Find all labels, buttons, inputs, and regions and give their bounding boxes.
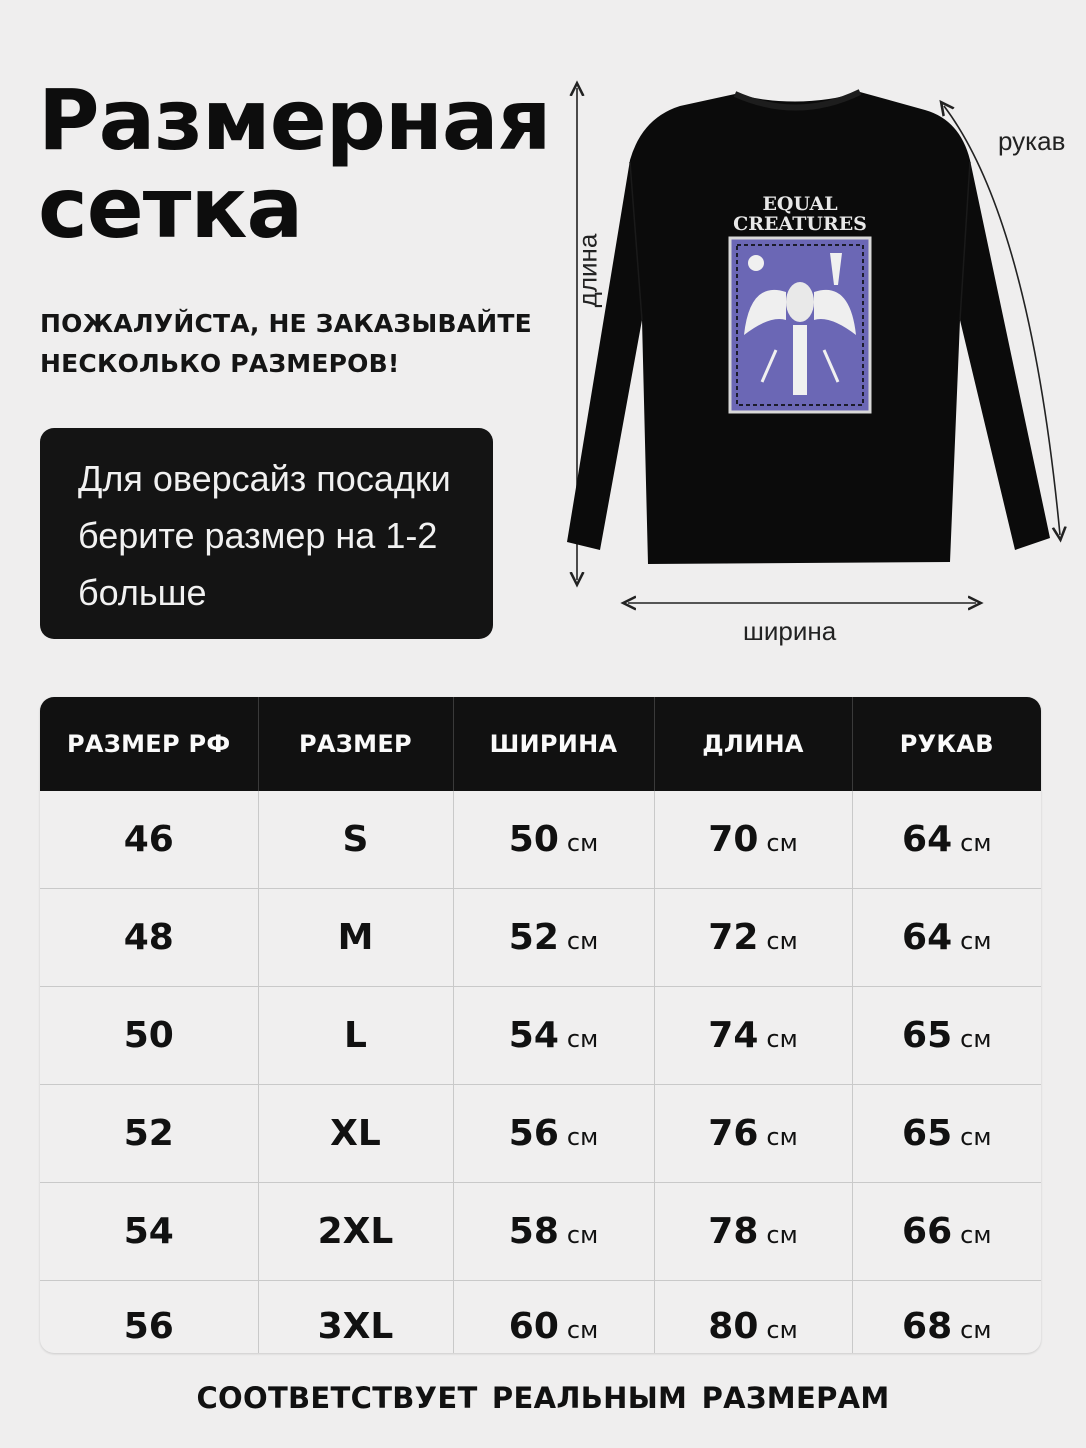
ru-size-cell xyxy=(40,1085,258,1183)
width-cell xyxy=(453,1085,654,1183)
width-cell xyxy=(453,987,654,1085)
table-header-row xyxy=(40,697,1041,791)
width-cell-value: 52 xyxy=(508,917,559,958)
width-cell-value: 60 xyxy=(508,1305,559,1347)
page-title-line-2: сетка xyxy=(38,159,303,257)
sleeve-cell-value: 64 xyxy=(902,819,953,860)
size-cell xyxy=(258,791,453,889)
footer-note: СООТВЕТСТВУЕТ РЕАЛЬНЫМ РАЗМЕРАМ xyxy=(196,1381,890,1415)
print-title-line-2: CREATURES xyxy=(733,213,867,235)
ru-size-cell-value: 54 xyxy=(123,1211,174,1252)
width-cell-value: 50 xyxy=(508,819,559,860)
header-size: РАЗМЕР xyxy=(258,697,453,791)
length-label: длина xyxy=(572,233,603,308)
ru-size-cell-value: 52 xyxy=(123,1113,174,1154)
unit-label: см xyxy=(566,1315,599,1344)
unit-label: см xyxy=(960,927,992,955)
sleeve-cell-value: 65 xyxy=(902,1113,953,1154)
width-cell-value: 56 xyxy=(508,1113,559,1154)
sleeve-label: рукав xyxy=(998,126,1066,156)
size-cell-value: XL xyxy=(330,1113,381,1154)
table-row xyxy=(40,987,1041,1085)
shirt-print xyxy=(730,193,870,412)
ru-size-cell xyxy=(40,1281,258,1354)
sleeve-cell xyxy=(852,1085,1041,1183)
unit-label: см xyxy=(566,1221,599,1249)
ru-size-cell-value: 46 xyxy=(123,819,174,860)
length-cell-value: 78 xyxy=(708,1211,759,1252)
page-title xyxy=(38,71,551,257)
unit-label: см xyxy=(766,1123,798,1151)
width-cell xyxy=(453,791,654,889)
header-ru-size: РАЗМЕР РФ xyxy=(40,697,258,791)
ru-size-cell xyxy=(40,889,258,987)
sleeve-cell xyxy=(852,1183,1041,1281)
size-cell-value: M xyxy=(337,917,374,958)
unit-label: см xyxy=(960,1123,992,1151)
sleeve-cell xyxy=(852,1281,1041,1354)
width-cell-value: 58 xyxy=(508,1211,559,1252)
length-cell xyxy=(654,889,852,987)
unit-label: см xyxy=(960,829,992,857)
note-line-2: берите размер на 1-2 xyxy=(78,515,438,556)
table-row xyxy=(40,791,1041,889)
length-cell-value: 76 xyxy=(708,1113,759,1154)
unit-label: см xyxy=(960,1221,992,1249)
unit-label: см xyxy=(766,1025,798,1053)
width-cell xyxy=(453,1183,654,1281)
size-cell-value: 2XL xyxy=(317,1211,394,1252)
length-cell-value: 80 xyxy=(708,1305,759,1347)
shirt-diagram xyxy=(530,70,1086,670)
unit-label: см xyxy=(766,1315,798,1344)
length-cell xyxy=(654,791,852,889)
ru-size-cell xyxy=(40,1183,258,1281)
unit-label: см xyxy=(766,927,798,955)
table-row xyxy=(40,1085,1041,1183)
width-cell xyxy=(453,889,654,987)
sleeve-cell xyxy=(852,889,1041,987)
size-cell xyxy=(258,1183,453,1281)
length-cell xyxy=(654,1085,852,1183)
length-cell-value: 72 xyxy=(708,917,759,958)
unit-label: см xyxy=(766,829,798,857)
ru-size-cell-value: 50 xyxy=(123,1015,174,1056)
header-sleeve: РУКАВ xyxy=(852,697,1041,791)
size-cell xyxy=(258,889,453,987)
size-cell-value: S xyxy=(342,819,369,860)
warning-line-1: ПОЖАЛУЙСТА, НЕ ЗАКАЗЫВАЙТЕ xyxy=(40,309,532,338)
oversize-note-text xyxy=(78,450,478,621)
sleeve-cell-value: 64 xyxy=(902,917,953,958)
width-label: ширина xyxy=(743,616,837,646)
shirt-illustration xyxy=(530,70,1086,670)
note-line-3: больше xyxy=(78,572,207,613)
length-cell xyxy=(654,1183,852,1281)
width-cell xyxy=(453,1281,654,1354)
unit-label: см xyxy=(960,1025,992,1053)
length-cell xyxy=(654,987,852,1085)
size-cell xyxy=(258,1281,453,1354)
page-title-line-1: Размерная xyxy=(38,71,551,169)
unit-label: см xyxy=(566,1025,599,1053)
sleeve-cell-value: 68 xyxy=(902,1305,953,1347)
sleeve-cell xyxy=(852,791,1041,889)
ru-size-cell-value: 56 xyxy=(123,1305,174,1347)
ru-size-cell-value: 48 xyxy=(123,917,174,958)
ru-size-cell xyxy=(40,791,258,889)
oversize-note xyxy=(40,428,493,639)
size-cell-value: 3XL xyxy=(317,1305,394,1347)
size-cell xyxy=(258,1085,453,1183)
size-cell xyxy=(258,987,453,1085)
size-table xyxy=(40,697,1041,1353)
sleeve-cell-value: 66 xyxy=(902,1211,953,1252)
table-row xyxy=(40,1183,1041,1281)
unit-label: см xyxy=(566,829,599,857)
length-cell-value: 70 xyxy=(708,819,759,860)
unit-label: см xyxy=(766,1221,798,1249)
size-cell-value: L xyxy=(344,1015,367,1056)
table-row xyxy=(40,1281,1041,1354)
length-cell-value: 74 xyxy=(708,1015,759,1056)
width-cell-value: 54 xyxy=(508,1015,559,1056)
header-length: ДЛИНА xyxy=(654,697,852,791)
ru-size-cell xyxy=(40,987,258,1085)
warning-line-2: НЕСКОЛЬКО РАЗМЕРОВ! xyxy=(40,349,400,378)
table-row xyxy=(40,889,1041,987)
note-line-1: Для оверсайз посадки xyxy=(78,458,451,499)
sleeve-cell-value: 65 xyxy=(902,1015,953,1056)
unit-label: см xyxy=(960,1315,992,1344)
print-title-line-1: EQUAL xyxy=(762,193,838,215)
header-width: ШИРИНА xyxy=(453,697,654,791)
unit-label: см xyxy=(566,1123,599,1151)
length-cell xyxy=(654,1281,852,1354)
sleeve-cell xyxy=(852,987,1041,1085)
unit-label: см xyxy=(566,927,599,955)
warning-text xyxy=(40,304,532,384)
